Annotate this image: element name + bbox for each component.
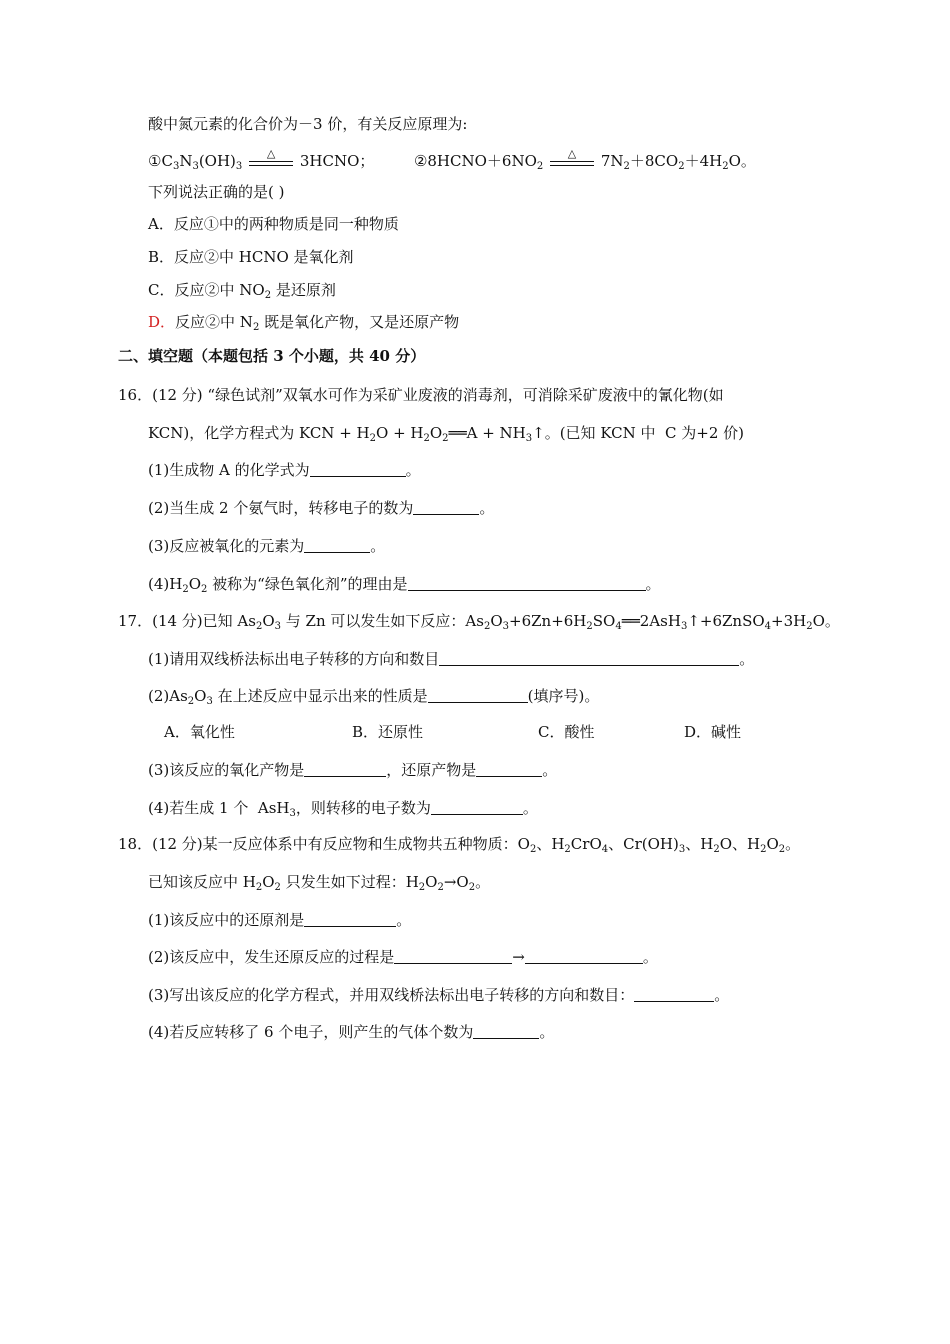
heat-equals-sign <box>247 147 295 170</box>
answer-blank[interactable] <box>304 537 370 553</box>
answer-blank[interactable] <box>525 948 643 964</box>
option-c: C．反应②中 $NO_2$ 是还原剂 <box>148 281 336 301</box>
q18-sub2: (2)该反应中，发生还原反应的过程是 → 。 <box>148 948 658 966</box>
q16-stem-2: KCN)，化学方程式为 KCN + $H_2O$ + $H_2O_2══A$ + $NH_3↑$。(已知 KCN 中 C 为+2 价) <box>148 424 745 444</box>
answer-mark: D． <box>148 313 176 331</box>
q18-stem: 18．(12 分)某一反应体系中有反应物和生成物共五种物质：$O_2$、$H_2CrO_4$、$Cr(OH)_3$、$H_2O$、$H_2O_2$。 <box>118 835 801 855</box>
equation-1-right: 3HCNO； <box>299 152 375 170</box>
q17-sub3: (3)该反应的氧化产物是 ，还原产物是 。 <box>148 761 558 779</box>
option-b: B．反应②中 HCNO 是氧化剂 <box>148 248 354 266</box>
q16-sub3: (3)反应被氧化的元素为 。 <box>148 537 386 555</box>
option-a: A．反应①中的两种物质是同一种物质 <box>148 215 399 233</box>
answer-blank[interactable] <box>439 650 739 666</box>
answer-blank[interactable] <box>310 461 406 477</box>
q17-option-c: C．酸性 <box>538 723 595 741</box>
heat-delta-icon: △ <box>567 147 577 160</box>
q18-stem-2: 已知该反应中 $H_2O_2$ 只发生如下过程：$H_2O_2\to O_2$。 <box>148 873 491 893</box>
equation-1-left: $①C_3N_3(OH)_3$ <box>148 152 243 172</box>
reaction-equations <box>148 147 756 172</box>
q17-sub1: (1)请用双线桥法标出电子转移的方向和数目 。 <box>148 650 755 668</box>
intro-line: 酸中氮元素的化合价为－3 价，有关反应原理为: <box>148 115 468 133</box>
answer-blank[interactable] <box>408 575 646 591</box>
equation-2-left: $②8HCNO+6NO_2$ <box>413 152 544 172</box>
option-d: D．反应②中 $N_2$ 既是氧化产物，又是还原产物 <box>148 313 460 333</box>
q17-stem: 17．(14 分)已知 $As_2O_3$ 与 Zn 可以发生如下反应：$As_2O_3+6Zn+6H_2SO_4══2AsH_3↑+6ZnSO_4+3H_2O$。 <box>118 612 840 632</box>
q17-option-a: A．氧化性 <box>164 723 235 741</box>
q17-sub4: (4)若生成 1 个 AsH$_3$，则转移的电子数为 。 <box>148 799 538 819</box>
section-title: 二、填空题（本题包括 3 个小题，共 40 分） <box>118 347 426 365</box>
q17-options <box>164 722 804 744</box>
answer-blank[interactable] <box>413 499 479 515</box>
q18-sub3: (3)写出该反应的化学方程式，并用双线桥法标出电子转移的方向和数目： 。 <box>148 986 730 1004</box>
q17-option-d: D．碱性 <box>684 723 742 741</box>
answer-blank[interactable] <box>431 799 523 815</box>
q16-sub2: (2)当生成 2 个氨气时，转移电子的数为 。 <box>148 499 495 517</box>
answer-blank[interactable] <box>428 687 528 703</box>
answer-blank[interactable] <box>304 911 396 927</box>
answer-blank[interactable] <box>634 986 714 1002</box>
answer-blank[interactable] <box>304 761 386 777</box>
q16-sub4: $(4)H_2O_2$ 被称为“绿色氧化剂”的理由是 。 <box>148 575 661 595</box>
heat-equals-sign <box>548 147 596 170</box>
equation-2-right: $7N_2+8CO_2+4H_2O$。 <box>600 152 756 172</box>
heat-delta-icon: △ <box>266 147 276 160</box>
q16-stem: 16．(12 分) “绿色试剂”双氧水可作为采矿业废液的消毒剂，可消除采矿废液中的氰化物(如 <box>118 386 724 404</box>
q16-sub1: (1)生成物 A 的化学式为 。 <box>148 461 421 479</box>
q17-sub2: $(2)As_2O_3$ 在上述反应中显示出来的性质是 (填序号)。 <box>148 687 600 707</box>
q17-option-b: B．还原性 <box>352 723 424 741</box>
answer-blank[interactable] <box>394 948 512 964</box>
question-prompt: 下列说法正确的是( ) <box>148 183 285 201</box>
q18-sub1: (1)该反应中的还原剂是 。 <box>148 911 412 929</box>
answer-blank[interactable] <box>476 761 542 777</box>
answer-blank[interactable] <box>473 1023 539 1039</box>
q18-sub4: (4)若反应转移了 6 个电子，则产生的气体个数为 。 <box>148 1023 555 1041</box>
